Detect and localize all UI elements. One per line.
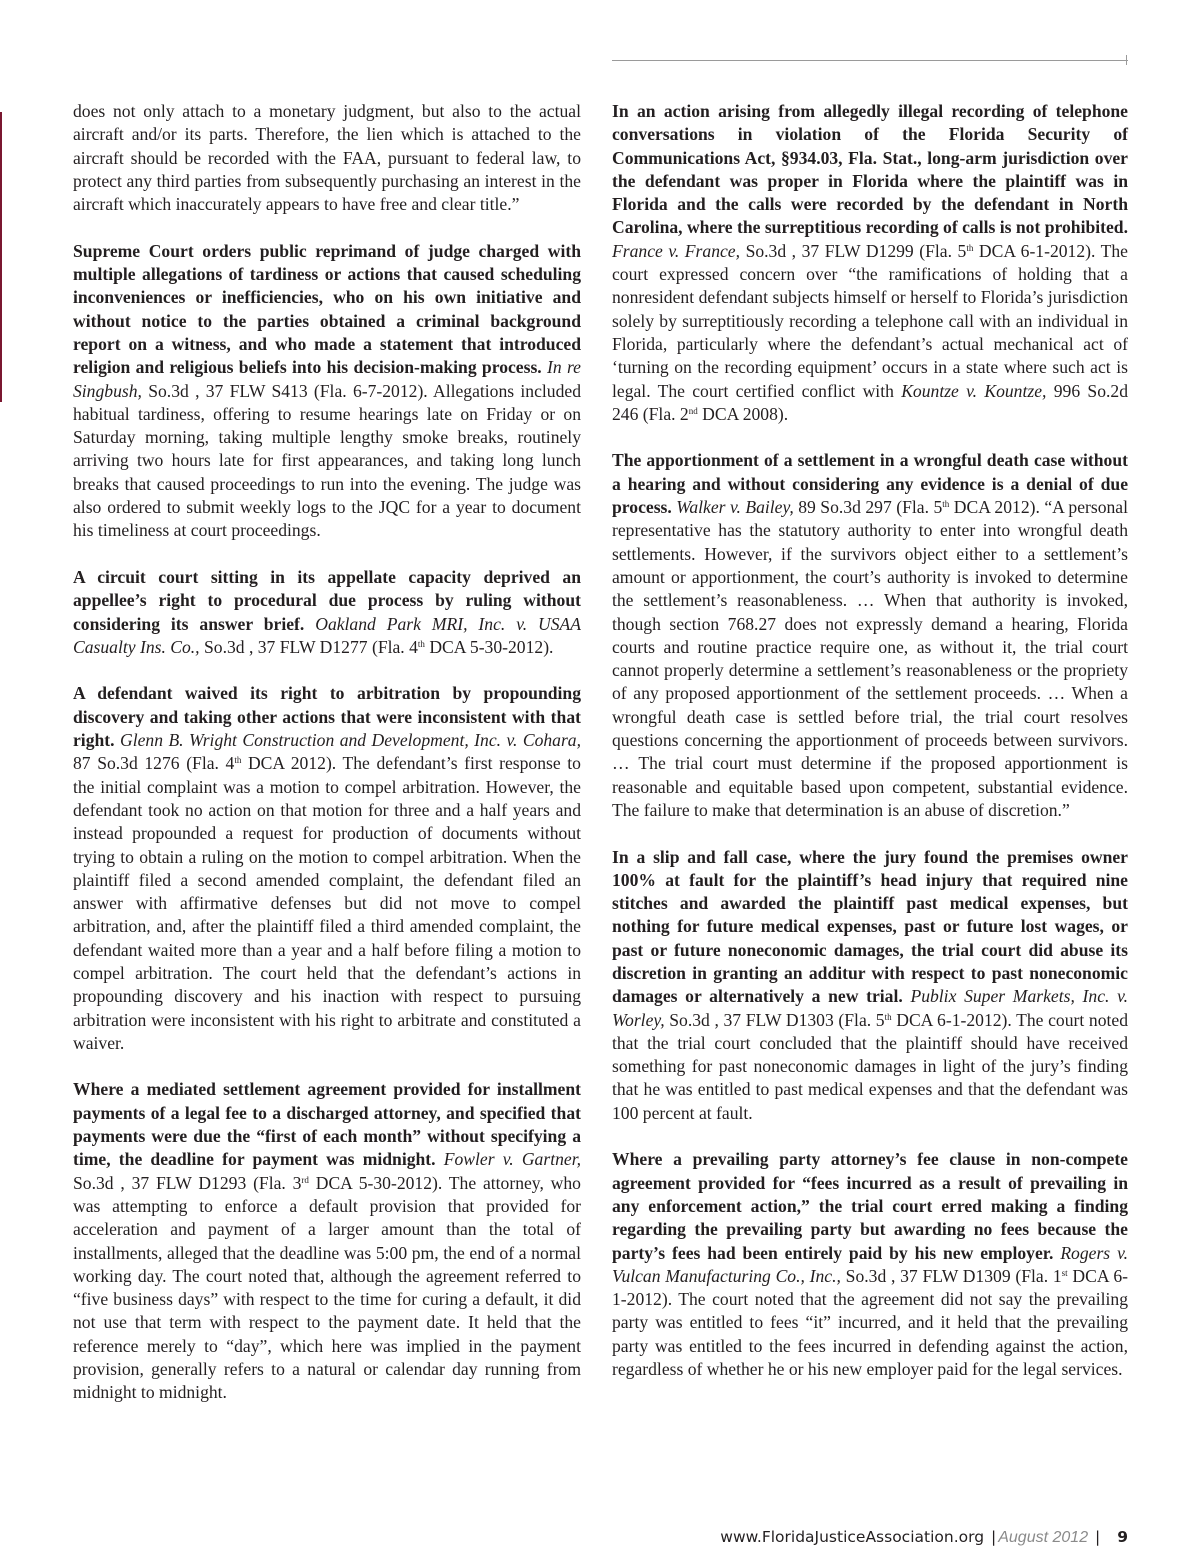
case-summary-paragraph	[73, 682, 581, 1055]
ordinal-suffix: th	[884, 1011, 892, 1022]
case-summary-paragraph	[612, 449, 1128, 822]
body-text: DCA 5-30-2012). The attorney, who was attempting to enforce a default provision that provided for acceleration and payment of a larger amount than the total of installments, alleged that the deadline was 5:00 pm, the end of a normal working day. The court noted that, although the agreement referred to “five business days” with respect to the time for curing a default, it did not use that term with respect to the payment date. It held that the reference merely to “day”, which here was implied in the payment provision, generally refers to a natural or calendar day running from midnight to midnight.	[73, 1172, 581, 1403]
body-text: DCA 6-1-2012). The court expressed concern over “the ramifications of holding that a nonresident defendant subjects himself or herself to Florida’s jurisdiction solely by surreptitiously recording a telephone call with an individual in Florida, particularly where the defendant’s actual mechanical act of ‘turning on the recording equipment’ occurs in a state where such act is legal. The court certified conflict with	[612, 240, 1128, 401]
body-text: So.3d , 37 FLW D1277 (Fla. 4	[199, 636, 418, 657]
body-text: So.3d , 37 FLW D1293 (Fla. 3	[73, 1172, 302, 1193]
case-citation-name: In re Singbush,	[73, 357, 581, 401]
case-citation-name: Fowler v. Gartner,	[443, 1149, 581, 1170]
body-text: DCA 6-1-2012). The court noted that the agreement did not say the prevailing party was entitled to fees “it” incurred, and it held that the prevailing party was entitled to the fees incurred in defending against the action, regardless of whether he or his new employer paid for the legal services.	[612, 1265, 1128, 1380]
case-citation-name: Walker v. Bailey,	[676, 497, 794, 518]
case-headline: A defendant waived its right to arbitration by propounding discovery and taking other actions that were inconsistent with that right.	[73, 683, 581, 751]
ordinal-suffix: th	[417, 638, 425, 649]
case-headline: Supreme Court orders public reprimand of judge charged with multiple allegations of tardiness or actions that caused scheduling inconveniences or inefficiencies, who on his own initiative and without notice to the parties obtained a criminal background report on a witness, and who made a statement that introduced religion and religious beliefs into his decision-making process.	[73, 240, 581, 378]
body-text: DCA 2012). “A personal representative has the statutory authority to enter into wrongful death settlements. However, if the survivors object either to a settlement’s amount or apportionment, the court’s authority is invoked to determine the settlement’s reasonableness. … When that authority is invoked, though section 768.27 does not expressly demand a hearing, Florida courts and routine practice require one, as without it, the trial court cannot properly determine a settlement’s reasonableness or the propriety of any proposed apportionment of the settlement proceeds. … When a wrongful death case is settled before trial, the trial court resolves questions concerning the apportionment of proceeds between survivors. … The trial court must determine if the proposed apportionment is reasonable and equitable based upon competent, substantial evidence. The failure to make that determination is an abuse of discretion.”	[612, 497, 1128, 820]
case-headline: In an action arising from allegedly illegal recording of telephone conversations in violation of the Florida Security of Communications Act, §934.03, Fla. Stat., long-arm jurisdiction over the defendant was proper in Florida where the plaintiff was in Florida and the calls were recorded by the defendant in North Carolina, where the surreptitious recording of calls is not prohibited.	[612, 101, 1128, 238]
left-column	[73, 100, 581, 1428]
case-citation-name: Oakland Park MRI, Inc. v. USAA Casualty Ins. Co.,	[73, 613, 581, 657]
case-headline: In a slip and fall case, where the jury found the premises owner 100% at fault for the plaintiff’s head injury that required nine stitches and awarded the plaintiff past medical expenses, but nothing for future medical expenses, past or future lost wages, or past or future noneconomic damages, the trial court did abuse its discretion in granting an additur with respect to past noneconomic damages or alternatively a new trial.	[612, 846, 1128, 1007]
margin-accent-bar	[0, 112, 2, 402]
body-text: 89 So.3d 297 (Fla. 5	[793, 497, 943, 518]
footer-separator: |	[991, 1528, 997, 1546]
case-summary-paragraph	[73, 240, 581, 543]
right-column	[612, 100, 1128, 1405]
body-text	[304, 614, 315, 634]
case-headline: Where a mediated settlement agreement provided for installment payments of a legal fee to a discharged attorney, and specified that payments were due the “first of each month” without specifying a time, the deadline for payment was midnight.	[73, 1079, 581, 1170]
ordinal-suffix: nd	[688, 405, 698, 416]
header-rule-tick	[1126, 55, 1127, 65]
header-rule	[612, 60, 1128, 61]
case-citation-name: Publix Super Markets, Inc. v. Worley,	[612, 986, 1128, 1030]
ordinal-suffix: rd	[301, 1174, 309, 1185]
case-summary-paragraph	[73, 566, 581, 659]
ordinal-suffix: th	[234, 755, 242, 766]
body-text: So.3d , 37 FLW D1309 (Fla. 1	[840, 1265, 1062, 1286]
ordinal-suffix: th	[966, 242, 974, 253]
ordinal-suffix: st	[1061, 1267, 1068, 1278]
body-text: DCA 2012). The defendant’s first response to the initial complaint was a motion to compel arbitration. However, the defendant took no action on that motion for three and a half years and instead propounded a request for production of documents without trying to obtain a ruling on the motion to compel arbitration. When the plaintiff filed a second amended complaint, the defendant filed an answer with affirmative defenses but did not move to compel arbitration, and, after the plaintiff filed a third amended complaint, the defendant waited more than a year and a half before filing a motion to compel arbitration. The court held that the defendant’s actions in propounding discovery and his inaction with respect to pursuing arbitration were inconsistent with his right to arbitrate and constituted a waiver.	[73, 753, 581, 1053]
body-text: does not only attach to a monetary judgment, but also to the actual aircraft and/or its parts. Therefore, the lien which is attached to the aircraft should be recorded with the FAA, pursuant to federal law, to protect any third parties from subsequently purchasing an interest in the aircraft which inaccurately appears to have free and clear title.”	[73, 101, 581, 215]
page-number: 9	[1117, 1528, 1128, 1546]
case-citation-name: Glenn B. Wright Construction and Development, Inc. v. Cohara,	[120, 730, 581, 751]
body-text: 996 So.2d 246 (Fla. 2	[612, 380, 1128, 424]
page-footer	[600, 1528, 1128, 1547]
case-summary-paragraph	[73, 1078, 581, 1404]
case-headline: Where a prevailing party attorney’s fee clause in non-compete agreement provided for “fees incurred as a result of prevailing in any enforcement action,” the trial court erred making a finding regarding the prevailing party but awarding no fees because the party’s fees had been entirely paid by his new employer.	[612, 1149, 1128, 1263]
body-text: DCA 5-30-2012).	[424, 636, 554, 657]
case-summary-paragraph	[612, 100, 1128, 426]
body-text	[436, 1149, 444, 1169]
body-text: DCA 2008).	[697, 403, 789, 424]
body-text: So.3d , 37 FLW D1299 (Fla. 5	[740, 240, 967, 261]
footer-month: August 2012	[998, 1529, 1089, 1546]
body-text: 87 So.3d 1276 (Fla. 4	[73, 753, 235, 774]
case-headline: A circuit court sitting in its appellate capacity deprived an appellee’s right to procedural due process by ruling without considering its answer brief.	[73, 566, 581, 634]
case-headline: The apportionment of a settlement in a wrongful death case without a hearing and without considering any evidence is a denial of due process.	[612, 450, 1128, 518]
case-summary-paragraph	[612, 846, 1128, 1126]
ordinal-suffix: th	[942, 499, 950, 510]
footer-separator-2: |	[1095, 1528, 1101, 1546]
case-citation-name: France v. France,	[612, 240, 741, 261]
body-text: DCA 6-1-2012). The court noted that the trial court concluded that the plaintiff should have received something for past noneconomic damages in light of the jury’s finding that he was entitled to past medical expenses and that the defendant was 100 percent at fault.	[612, 1009, 1128, 1123]
case-citation-name: Rogers v. Vulcan Manufacturing Co., Inc.,	[612, 1242, 1128, 1286]
case-summary-paragraph	[612, 1148, 1128, 1381]
case-summary-paragraph	[73, 100, 581, 216]
footer-website: www.FloridaJusticeAssociation.org	[720, 1528, 985, 1546]
body-text: So.3d , 37 FLW D1303 (Fla. 5	[664, 1009, 885, 1030]
body-text: So.3d , 37 FLW S413 (Fla. 6-7-2012). Allegations included habitual tardiness, offering to resume hearings late on Friday or on Saturday morning, taking multiple lengthy smoke breaks, routinely arriving two hours late for first appearances, and taking long lunch breaks that caused proceedings to run into the evening. The judge was also ordered to submit weekly logs to the JQC for a year to document his timeliness at court proceedings.	[73, 380, 581, 541]
case-citation-name: Kountze v. Kountze,	[901, 380, 1047, 401]
